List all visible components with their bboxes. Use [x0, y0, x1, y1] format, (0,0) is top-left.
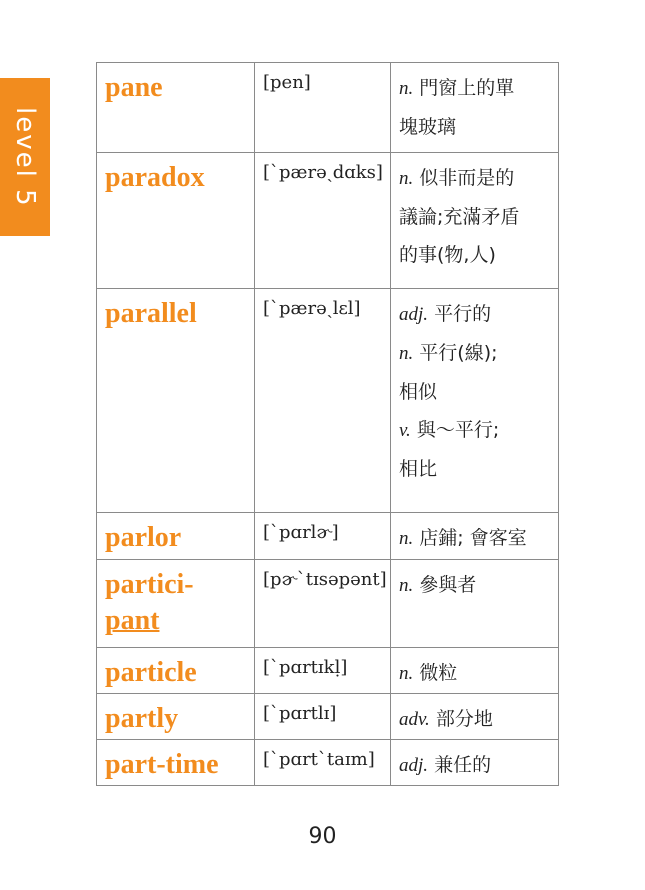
definition-line: 相似 — [399, 381, 438, 403]
vocabulary-table — [96, 62, 559, 786]
phonetic-cell — [255, 740, 391, 786]
definition-line: 塊玻璃 — [399, 116, 457, 138]
phonetic-cell — [255, 63, 391, 153]
definition-line: 相比 — [399, 458, 438, 480]
entry-word: part-time — [105, 749, 219, 780]
definition-cell — [391, 289, 559, 513]
phonetic-cell — [255, 560, 391, 648]
definition-line: adv. 部分地 — [399, 708, 493, 730]
table-row — [97, 513, 559, 560]
definition-line: n. 似非而是的 — [399, 167, 515, 189]
table-row — [97, 63, 559, 153]
definition-line: adj. 平行的 — [399, 303, 492, 325]
word-cell — [97, 153, 255, 289]
entry-word: parlor — [105, 522, 182, 553]
word-cell — [97, 694, 255, 740]
entry-word: parallel — [105, 298, 197, 329]
definition-line: n. 參與者 — [399, 574, 477, 596]
definition-line: v. 與～平行; — [399, 419, 500, 441]
level-tab-label: level 5 — [10, 106, 40, 208]
word-cell — [97, 513, 255, 560]
entry-phonetic: [ˋpɑrtlɪ] — [263, 703, 337, 724]
entry-word: pane — [105, 72, 163, 103]
definition-line: 的事(物,人) — [399, 244, 496, 266]
phonetic-cell — [255, 648, 391, 694]
level-tab — [0, 78, 50, 236]
definition-cell — [391, 153, 559, 289]
definition-line: n. 微粒 — [399, 662, 458, 684]
definition-cell — [391, 648, 559, 694]
entry-phonetic: [pen] — [263, 72, 311, 93]
definition-line: adj. 兼任的 — [399, 754, 492, 776]
phonetic-cell — [255, 513, 391, 560]
definition-cell — [391, 513, 559, 560]
table-row — [97, 694, 559, 740]
word-cell — [97, 740, 255, 786]
definition-line: n. 店鋪; 會客室 — [399, 527, 527, 549]
definition-cell — [391, 63, 559, 153]
definition-line: n. 門窗上的單 — [399, 77, 515, 99]
definition-line: n. 平行(線); — [399, 342, 498, 364]
phonetic-cell — [255, 289, 391, 513]
table-row — [97, 648, 559, 694]
word-cell — [97, 63, 255, 153]
entry-phonetic: [pɚˋtɪsəpənt] — [263, 569, 387, 590]
phonetic-cell — [255, 153, 391, 289]
entry-word: partly — [105, 703, 179, 734]
phonetic-cell — [255, 694, 391, 740]
entry-phonetic: [ˋpɑrtˋtaɪm] — [263, 749, 375, 770]
entry-phonetic: [ˋpærəˏdɑks] — [263, 162, 383, 183]
table-row — [97, 560, 559, 648]
entry-word-continued: pant — [105, 605, 160, 636]
definition-cell — [391, 694, 559, 740]
word-cell — [97, 289, 255, 513]
word-cell — [97, 560, 255, 648]
entry-phonetic: [ˋpɑrtɪkḷ] — [263, 657, 348, 678]
table-row — [97, 740, 559, 786]
definition-cell — [391, 740, 559, 786]
entry-word: particle — [105, 657, 197, 688]
entry-phonetic: [ˋpɑrlɚ] — [263, 522, 339, 543]
entry-phonetic: [ˋpærəˏlɛl] — [263, 298, 361, 319]
entry-word: partici- — [105, 569, 194, 600]
table-row — [97, 153, 559, 289]
table-row — [97, 289, 559, 513]
definition-cell — [391, 560, 559, 648]
page-number: 90 — [308, 824, 337, 849]
word-cell — [97, 648, 255, 694]
definition-line: 議論;充滿矛盾 — [399, 206, 520, 228]
entry-word: paradox — [105, 162, 205, 193]
